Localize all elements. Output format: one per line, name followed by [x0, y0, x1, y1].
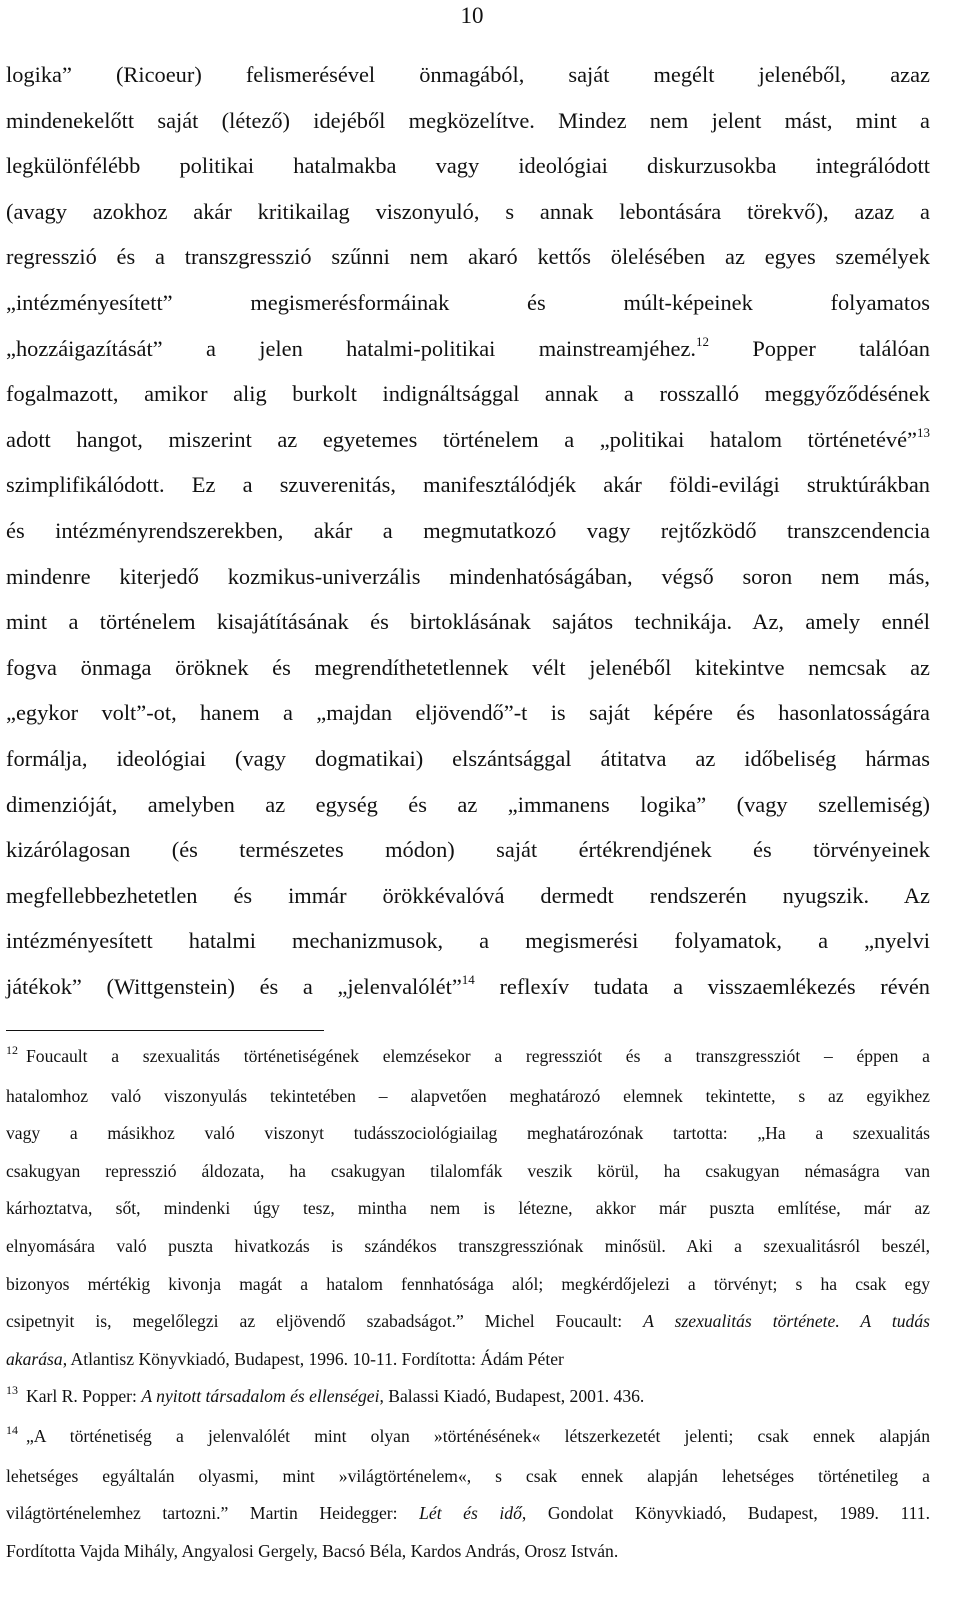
book-title: akarása — [6, 1348, 63, 1369]
page-number: 10 — [460, 3, 484, 28]
footnote-text: , Balassi Kiadó, Budapest, 2001. 436. — [379, 1386, 645, 1407]
body-line: regresszió és a transzgresszió szűnni nem akaró kettős ölelésében az egyes személyek — [6, 244, 930, 270]
footnote-line: lehetséges egyáltalán olyasmi, mint »világtörténelem«, s csak ennek alapján lehetséges történetileg a — [6, 1465, 930, 1486]
body-line: szimplifikálódott. Ez a szuverenitás, manifesztálódjék akár földi-evilági struktúrákban — [6, 472, 930, 498]
footnote-line: Fordította Vajda Mihály, Angyalosi Gergely, Bacsó Béla, Kardos András, Orosz István. — [6, 1540, 619, 1561]
footnote-line: bizonyos mértékig kivonja magát a hatalom fennhatósága alól; megkérdőjelezi a törvényt; s ha csak egy — [6, 1273, 930, 1294]
footnote-text: Foucault a szexualitás történetiségének elemzésekor a regressziót és a transzgressziót – éppen a — [26, 1046, 930, 1066]
footnote-line — [6, 1303, 930, 1341]
body-line: „egykor volt”-ot, hanem a „majdan eljövendő”-t is saját képére és hasonlatosságára — [6, 700, 930, 726]
footnote-mark-13: 13 — [6, 1383, 18, 1398]
body-line: fogalmazott, amikor alig burkolt indignáltsággal annak a rosszalló meggyőződésének — [6, 381, 930, 407]
body-line: és intézményrendszerekben, akár a megmutatkozó vagy rejtőzködő transzcendencia — [6, 517, 930, 543]
book-title: A nyitott társadalom és ellenségei — [141, 1386, 380, 1407]
footnote-line — [6, 1418, 930, 1458]
body-line-text: „hozzáigazítását” a jelen hatalmi-politikai mainstreamjéhez. — [6, 335, 696, 361]
footnote-line — [6, 1378, 930, 1418]
body-line — [6, 417, 930, 463]
body-line: megfellebbezhetetlen és immár örökkévalóvá dermedt rendszerén nyugszik. Az — [6, 882, 930, 908]
body-line: „intézményesített” megismerésformáinak és múlt-képeinek folyamatos — [6, 289, 930, 315]
body-line: formálja, ideológiai (vagy dogmatikai) elszántsággal átitatva az időbeliség hármas — [6, 745, 930, 771]
footnote-text: , Gondolat Könyvkiadó, Budapest, 1989. 111. — [521, 1503, 930, 1524]
footnote-mark-14: 14 — [6, 1422, 18, 1437]
footnote-mark-12: 12 — [6, 1043, 18, 1057]
body-line-text: adott hangot, miszerint az egyetemes történelem a „politikai hatalom történetévé” — [6, 426, 917, 452]
body-line: logika” (Ricoeur) felismerésével önmagából, saját megélt jelenéből, azaz — [6, 62, 930, 87]
footnote-line: kárhoztatva, sőt, mindenki úgy tesz, mintha nem is létezne, akkor már puszta említése, már az — [6, 1198, 930, 1219]
body-line: mindenekelőtt saját (létező) idejéből megközelítve. Mindez nem jelent mást, mint a — [6, 107, 930, 133]
body-line-text: Popper találóan — [752, 335, 930, 361]
footnote-line: csakugyan represszió áldozata, ha csakugyan tilalomfák veszik körül, ha csakugyan némaságra van — [6, 1160, 930, 1181]
body-line: kizárólagosan (és természetes módon) saját értékrendjének és törvényeinek — [6, 837, 930, 863]
footnote-text: világtörténelemhez tartozni.” Martin Heidegger: — [6, 1503, 420, 1524]
body-text — [6, 52, 930, 1009]
body-line: legkülönfélébb politikai hatalmakba vagy ideológiai diskurzusokba integrálódott — [6, 153, 930, 179]
body-line — [6, 964, 930, 1010]
footnote-ref-12[interactable]: 12 — [695, 333, 709, 349]
footnote-line: vagy a másikhoz való viszonyt tudásszociológiailag meghatározónak tartotta: „Ha a szexualitás — [6, 1123, 930, 1144]
footnote-text: csipetnyit is, megelőlegzi az eljövendő szabadságot.” Michel Foucault: — [6, 1311, 644, 1332]
body-line-text: reflexív tudata a visszaemlékezés révén — [499, 973, 930, 999]
footnote-line — [6, 1341, 930, 1379]
footnote-line: hatalomhoz való viszonyulás tekintetében – alapvetően meghatározó elemnek tekintette, s az egyikhez — [6, 1085, 930, 1106]
footnote-text: , Atlantisz Könyvkiadó, Budapest, 1996. 10-11. Fordította: Ádám Péter — [62, 1348, 564, 1369]
footnote-text: „A történetiség a jelenvalólét mint olyan »történésének« létszerkezetét jelenti; csak ennek alapján — [26, 1425, 930, 1446]
footnote-line — [6, 1495, 930, 1533]
body-line-text: játékok” (Wittgenstein) és a „jelenvalólét” — [6, 973, 462, 999]
body-line: mint a történelem kisajátításának és birtoklásának sajátos technikája. Az, amely ennél — [6, 609, 930, 635]
book-title: Lét és idő — [419, 1503, 522, 1524]
footnotes — [6, 1038, 930, 1570]
footnote-text: Karl R. Popper: — [26, 1386, 142, 1407]
body-line: (avagy azokhoz akár kritikailag viszonyuló, s annak lebontására törekvő), azaz a — [6, 198, 930, 224]
body-line: mindenre kiterjedő kozmikus-univerzális mindenhatóságában, végső soron nem más, — [6, 563, 930, 589]
body-line — [6, 326, 930, 372]
footnote-ref-14[interactable]: 14 — [461, 971, 475, 987]
footnote-separator — [6, 1030, 324, 1031]
body-line: dimenzióját, amelyben az egység és az „immanens logika” (vagy szellemiség) — [6, 791, 930, 817]
footnote-ref-13[interactable]: 13 — [917, 424, 930, 440]
body-line: fogva önmaga öröknek és megrendíthetetlennek vélt jelenéből kitekintve nemcsak az — [6, 654, 930, 680]
body-line: intézményesített hatalmi mechanizmusok, a megismerési folyamatok, a „nyelvi — [6, 928, 930, 954]
footnote-line — [6, 1038, 930, 1078]
footnote-line: elnyomására való puszta hivatkozás is szándékos transzgressziónak minősül. Aki a szexualitásról beszél, — [6, 1235, 930, 1256]
book-title: A szexualitás története. A tudás — [643, 1311, 930, 1332]
